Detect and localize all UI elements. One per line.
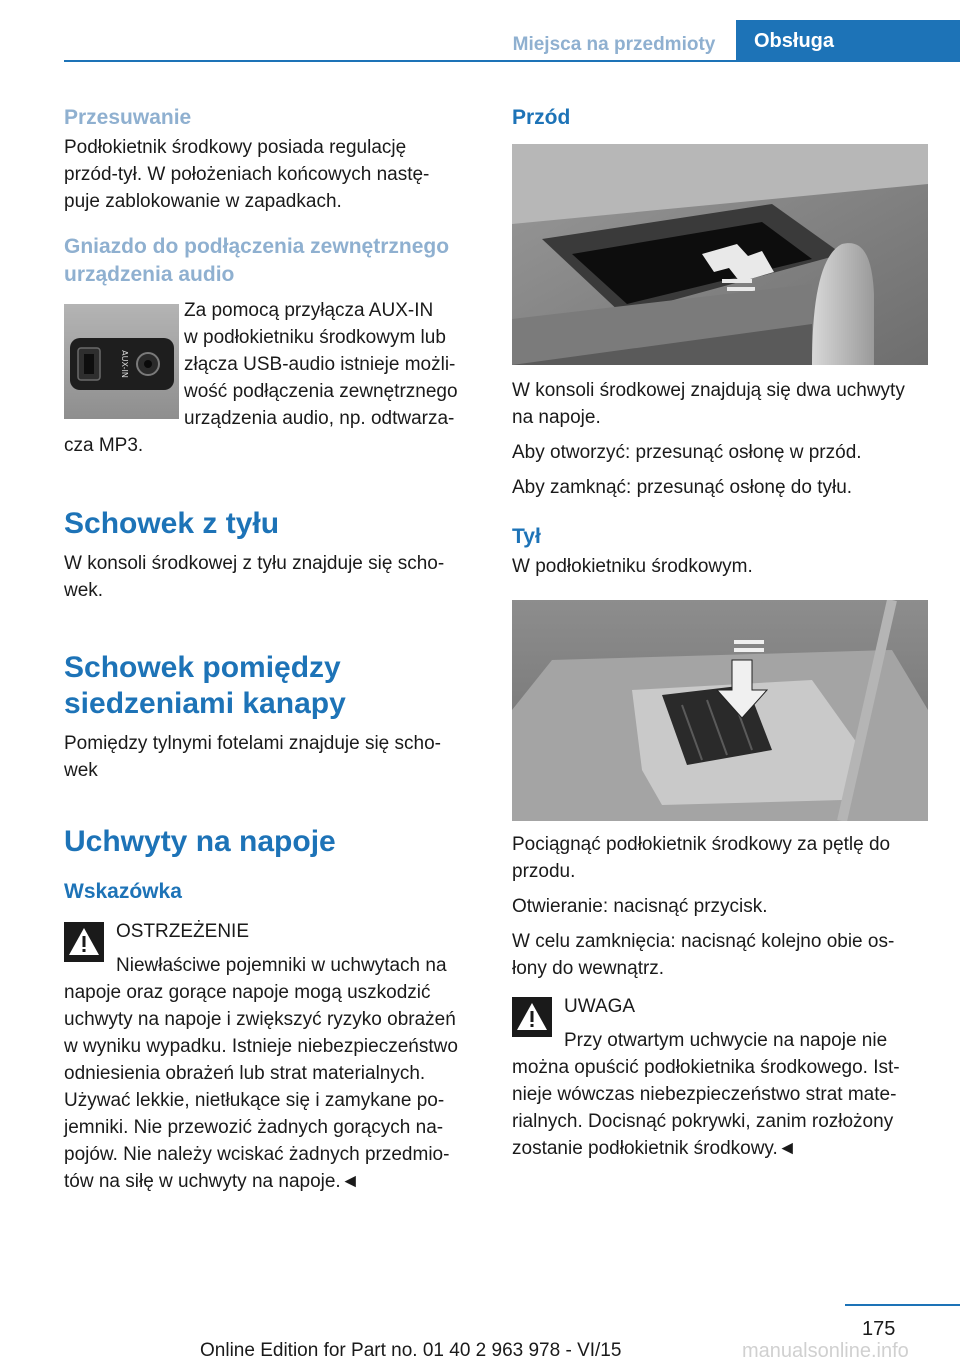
left-column bbox=[64, 104, 484, 289]
kanapa-line-1: Pomiędzy tylnymi fotelami znajduje się scho- bbox=[64, 733, 441, 754]
warning-line: jemniki. Nie przewozić żadnych gorących na- bbox=[64, 1117, 444, 1138]
warning-icon bbox=[64, 922, 104, 962]
footer-rule bbox=[845, 1304, 960, 1306]
schowek-section bbox=[64, 506, 484, 604]
kanapa-heading-line-2: siedzeniami kanapy bbox=[64, 687, 346, 720]
uchwyty-section bbox=[64, 824, 484, 906]
footer-edition: Online Edition for Part no. 01 40 2 963 978 - VI/15 bbox=[200, 1340, 622, 1361]
front-cupholder-image bbox=[512, 144, 928, 365]
tyl-text bbox=[512, 831, 942, 982]
audio-text-block bbox=[184, 297, 484, 432]
header-section-title: Miejsca na przedmioty bbox=[512, 34, 716, 55]
uchwyty-heading: Uchwyty na napoje bbox=[64, 825, 336, 858]
page-number: 175 bbox=[862, 1318, 896, 1340]
caution-line: rialnych. Docisnąć pokrywki, zanim rozłożony bbox=[512, 1111, 894, 1132]
audio-line-2: w podłokietniku środkowym lub bbox=[184, 327, 446, 348]
audio-line-4: wość podłączenia zewnętrznego bbox=[184, 381, 458, 402]
caution-line: można opuścić podłokietnika środkowego. Ist- bbox=[512, 1057, 900, 1078]
przesuwanie-line-3: puje zablokowanie w zapadkach. bbox=[64, 191, 342, 212]
kanapa-line-2: wek bbox=[64, 760, 98, 781]
caution-label: UWAGA bbox=[564, 996, 636, 1017]
warning-line: uchwyty na napoje i zwiększyć ryzyko obrażeń bbox=[64, 1009, 456, 1030]
kanapa-heading-line-1: Schowek pomiędzy bbox=[64, 651, 341, 684]
audio-line-3: złącza USB-audio istnieje możli- bbox=[184, 354, 456, 375]
audio-heading-line-2: urządzenia audio bbox=[64, 263, 235, 286]
aux-label: AUX-IN bbox=[120, 350, 129, 378]
przod-text bbox=[512, 377, 942, 580]
tyl-line-4b: łony do wewnątrz. bbox=[512, 958, 665, 979]
przesuwanie-line-1: Podłokietnik środkowy posiada regulację bbox=[64, 137, 407, 158]
schowek-line-1: W konsoli środkowej z tyłu znajduje się scho- bbox=[64, 553, 445, 574]
przod-line-1a: W konsoli środkowej znajdują się dwa uchwyty bbox=[512, 380, 905, 401]
caution-icon bbox=[512, 997, 552, 1037]
tyl-line-1: W podłokietniku środkowym. bbox=[512, 556, 753, 577]
warning-line: odniesienia obrażeń lub strat materialnych. bbox=[64, 1063, 426, 1084]
warning-first-line: Niewłaściwe pojemniki w uchwytach na bbox=[116, 955, 447, 976]
warning-body bbox=[64, 979, 489, 1195]
caution-line: zostanie podłokietnik środkowy.◄ bbox=[512, 1138, 797, 1159]
tyl-line-3: Otwieranie: nacisnąć przycisk. bbox=[512, 896, 768, 917]
warning-line: napoje oraz gorące napoje mogą uszkodzić bbox=[64, 982, 431, 1003]
schowek-heading: Schowek z tyłu bbox=[64, 507, 280, 540]
header-chapter-tab: Obsługa bbox=[736, 20, 960, 62]
tyl-line-2b: przodu. bbox=[512, 861, 576, 882]
caution-body bbox=[512, 1054, 942, 1162]
audio-line-6: cza MP3. bbox=[64, 435, 144, 456]
przod-line-3: Aby zamknąć: przesunąć osłonę do tyłu. bbox=[512, 477, 853, 498]
wskazowka-heading: Wskazówka bbox=[64, 880, 182, 903]
warning-line: w wyniku wypadku. Istnieje niebezpieczeństwo bbox=[64, 1036, 458, 1057]
warning-line: Używać lekkie, nietłukące się i zamykane po- bbox=[64, 1090, 445, 1111]
przod-line-1b: na napoje. bbox=[512, 407, 601, 428]
rear-cupholder-image bbox=[512, 600, 928, 821]
warning-head-block bbox=[116, 918, 486, 979]
caution-first-line: Przy otwartym uchwycie na napoje nie bbox=[564, 1030, 888, 1051]
footer-watermark: manualsonline.info bbox=[742, 1340, 909, 1362]
caution-head-block bbox=[564, 993, 934, 1054]
schowek-line-2: wek. bbox=[64, 580, 104, 601]
przod-heading: Przód bbox=[512, 106, 571, 129]
warning-line: tów na siłę w uchwyty na napoje.◄ bbox=[64, 1171, 360, 1192]
warning-label: OSTRZEŻENIE bbox=[116, 921, 250, 942]
przod-line-2: Aby otworzyć: przesunąć osłonę w przód. bbox=[512, 442, 862, 463]
tyl-heading: Tył bbox=[512, 525, 541, 548]
audio-line-5: urządzenia audio, np. odtwarza- bbox=[184, 408, 455, 429]
audio-heading-line-1: Gniazdo do podłączenia zewnętrznego bbox=[64, 235, 450, 258]
przesuwanie-heading: Przesuwanie bbox=[64, 106, 192, 129]
przesuwanie-line-2: przód-tył. W położeniach końcowych nastę- bbox=[64, 164, 430, 185]
warning-line: pojów. Nie należy wciskać żadnych przedmio- bbox=[64, 1144, 450, 1165]
caution-line: nieje wówczas niebezpieczeństwo strat mate- bbox=[512, 1084, 897, 1105]
kanapa-section bbox=[64, 650, 484, 784]
tyl-line-4a: W celu zamknięcia: nacisnąć kolejno obie os- bbox=[512, 931, 895, 952]
tyl-line-2a: Pociągnąć podłokietnik środkowy za pętlę do bbox=[512, 834, 891, 855]
audio-line-1: Za pomocą przyłącza AUX-IN bbox=[184, 300, 434, 321]
aux-usb-port-image bbox=[64, 304, 179, 419]
